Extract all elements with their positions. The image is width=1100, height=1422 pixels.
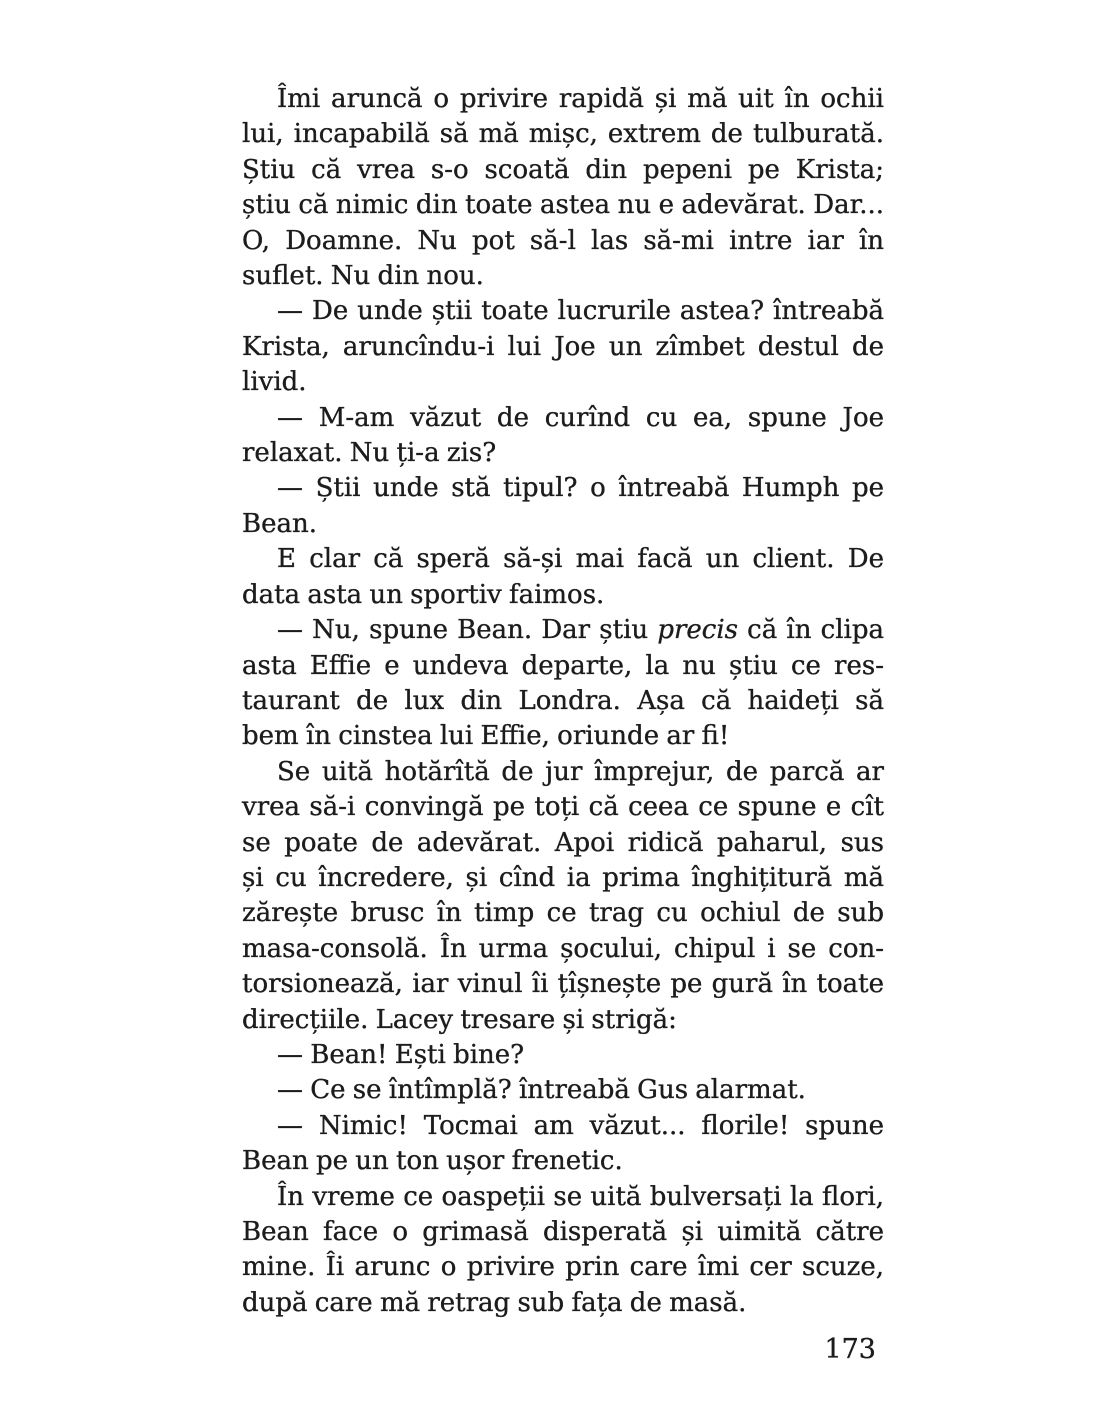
text-line: — De unde știi toate lucrurile astea? întreabă [277, 296, 884, 327]
text-line: Bean face o grimasă disperată și uimită către [242, 1217, 884, 1247]
text-line: asta Effie e undeva departe, la nu știu ce res- [242, 650, 884, 681]
text-line: Bean. [242, 508, 318, 539]
paragraph [242, 401, 884, 472]
paragraph [242, 755, 884, 1038]
text-line: O, Doamne. Nu pot să-l las să-mi intre iar în [242, 225, 884, 256]
emphasized-text: precis [657, 615, 738, 646]
paragraph [242, 1073, 884, 1108]
text-line: masa-consolă. În urma șocului, chipul i se con- [242, 933, 884, 964]
text-line: — Ce se întîmplă? întreabă Gus alarmat. [277, 1075, 806, 1106]
text-line: se poate de adevărat. Apoi ridică paharul, sus [242, 827, 884, 858]
text-line: după care mă retrag sub fața de masă. [242, 1287, 747, 1318]
paragraph [242, 1180, 884, 1322]
text-line: suflet. Nu din nou. [242, 261, 484, 292]
text-line: Krista, aruncîndu-i lui Joe un zîmbet destul de [242, 331, 884, 362]
text-line: livid. [242, 367, 307, 398]
text-line: — M-am văzut de curînd cu ea, spune Joe [277, 402, 884, 433]
text-line: — Bean! Ești bine? [277, 1039, 525, 1070]
text-line: bem în cinstea lui Effie, oriunde ar fi! [242, 721, 730, 752]
text-line: În vreme ce oaspeții se uită bulversați la flori, [277, 1181, 884, 1212]
paragraph [242, 1109, 884, 1180]
paragraph [242, 1038, 884, 1073]
paragraph [242, 542, 884, 613]
text-line: și cu încredere, și cînd ia prima înghițitură mă [242, 862, 884, 893]
text-line: relaxat. Nu ți-a zis? [242, 438, 497, 469]
paragraph [242, 471, 884, 542]
text-line: — Știi unde stă tipul? o întreabă Humph pe [277, 473, 884, 504]
text-line: vrea să-i convingă pe toți că ceea ce spune e cît [242, 792, 884, 823]
text-line: data asta un sportiv faimos. [242, 579, 605, 610]
text-line: torsionează, iar vinul îi țîșnește pe gură în toate [242, 969, 884, 1000]
text-line: lui, incapabilă să mă mișc, extrem de tulburată. [242, 119, 884, 150]
text-line: Se uită hotărîtă de jur împrejur, de parcă ar [277, 756, 884, 787]
paragraph [242, 82, 884, 294]
text-line: Bean pe un ton ușor frenetic. [242, 1146, 623, 1177]
text-line: — Nimic! Tocmai am văzut... florile! spune [277, 1110, 884, 1141]
text-line: direcțiile. Lacey tresare și strigă: [242, 1004, 677, 1035]
page-number: 173 [824, 1334, 876, 1365]
text-line: știu că nimic din toate astea nu e adevărat. Dar... [242, 190, 884, 221]
page-text-block [242, 82, 884, 1321]
text-line: E clar că speră să-și mai facă un client. De [277, 544, 884, 575]
text-line: — Nu, spune Bean. Dar știu precis că în clipa [277, 615, 884, 646]
paragraph [242, 613, 884, 755]
text-line: zărește brusc în timp ce trag cu ochiul de sub [242, 898, 884, 929]
text-line: Îmi aruncă o privire rapidă și mă uit în ochii [277, 84, 884, 114]
text-line: mine. Îi arunc o privire prin care îmi cer scuze, [242, 1252, 884, 1283]
text-line: Știu că vrea s-o scoată din pepeni pe Krista; [242, 154, 884, 185]
text-line: taurant de lux din Londra. Așa că haideți să [242, 685, 884, 716]
paragraph [242, 294, 884, 400]
